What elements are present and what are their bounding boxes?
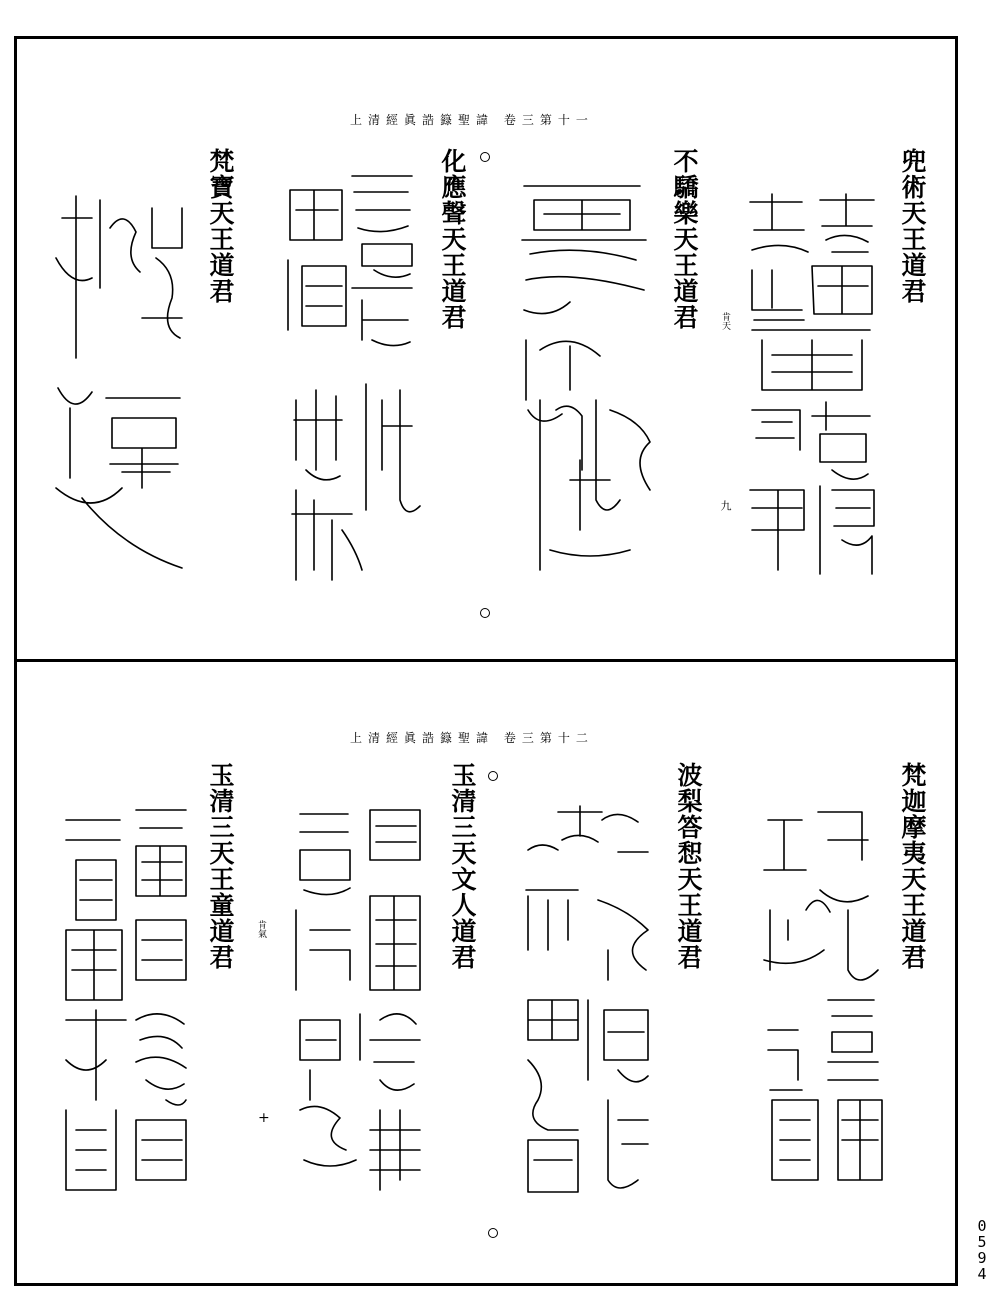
margin-note: 肯氣: [256, 920, 266, 938]
talisman-label: 玉清三天文人道君: [448, 762, 477, 970]
seal-script-glyphs: [282, 170, 422, 590]
bottom-page-header: 上清經眞誥籙聖諱 卷三第十二: [350, 731, 594, 745]
seal-script-column: [742, 190, 882, 580]
seal-script-glyphs: [742, 190, 882, 580]
seal-script-glyphs: [290, 800, 430, 1200]
seal-script-column: [518, 800, 658, 1200]
page-divider: [14, 659, 958, 662]
margin-note: 肯天: [720, 312, 730, 330]
page-number-digit: 4: [977, 1265, 987, 1283]
seal-script-column: [56, 800, 196, 1200]
seal-script-glyphs: [52, 188, 192, 588]
talisman-label: 化應聲天王道君: [438, 148, 467, 330]
register-circle: [488, 1228, 498, 1238]
seal-script-glyphs: [56, 800, 196, 1200]
talisman-label: 兜術天王道君: [898, 148, 927, 304]
register-circle: [480, 608, 490, 618]
seal-script-glyphs: [518, 800, 658, 1200]
page-number: [970, 1218, 994, 1282]
talisman-label: 玉清三天王童道君: [206, 762, 235, 970]
talisman-label: 不驕樂天王道君: [670, 148, 699, 330]
margin-note: 九: [719, 500, 732, 511]
register-circle: [480, 152, 490, 162]
page-number-digit: 0: [977, 1217, 987, 1235]
cross-mark: +: [258, 1110, 270, 1126]
seal-script-column: [510, 170, 660, 580]
seal-script-column: [282, 170, 422, 590]
talisman-label: 梵迦摩夷天王道君: [898, 762, 927, 970]
seal-script-column: [758, 800, 888, 1190]
register-circle: [488, 771, 498, 781]
talisman-label: 梵寶天王道君: [206, 148, 235, 304]
seal-script-glyphs: [510, 170, 660, 580]
talisman-label: 波梨答惒天王道君: [674, 762, 703, 970]
seal-script-column: [290, 800, 430, 1200]
top-page-header: 上清經眞誥籙聖諱 卷三第十一: [350, 113, 594, 127]
page-number-digit: 5: [977, 1233, 987, 1251]
seal-script-glyphs: [758, 800, 888, 1190]
page-number-digit: 9: [977, 1249, 987, 1267]
seal-script-column: [52, 188, 192, 588]
